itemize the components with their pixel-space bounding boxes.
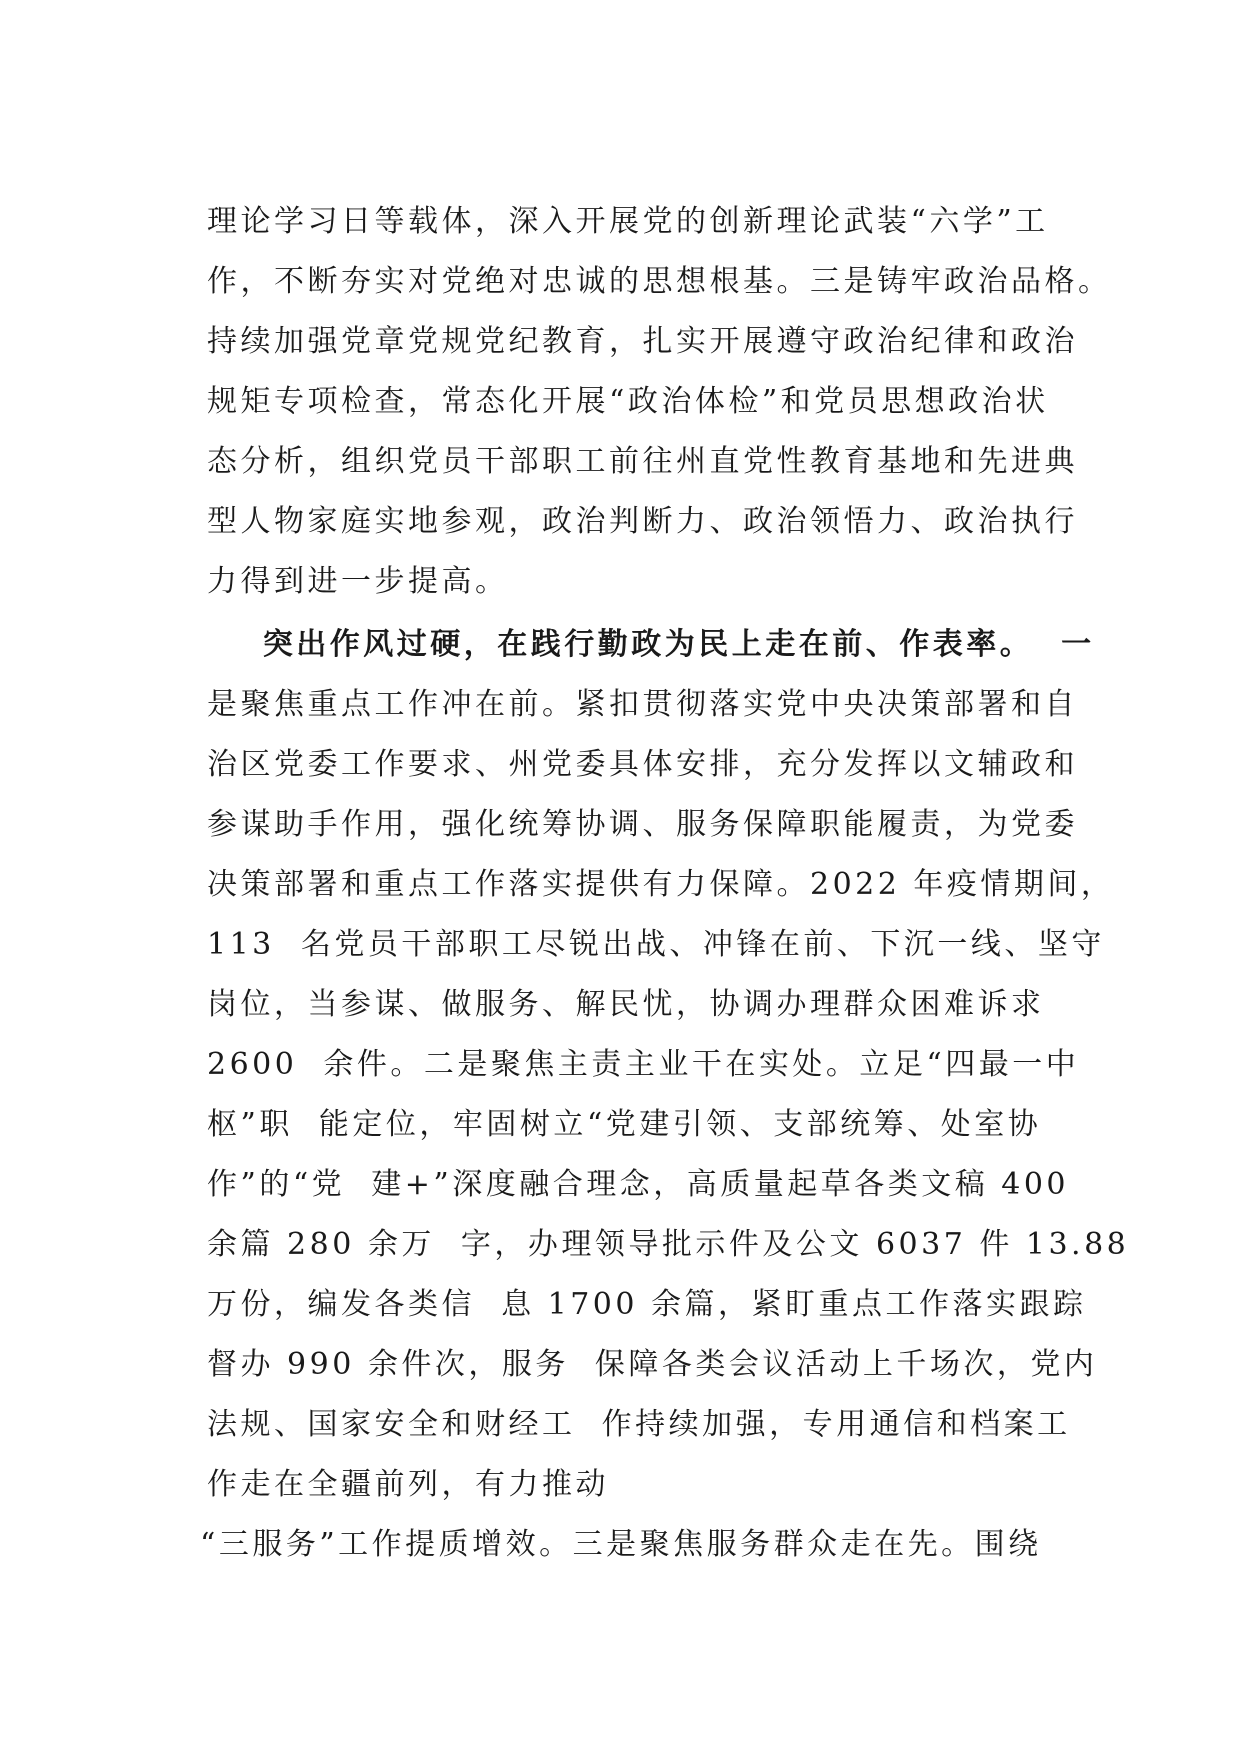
text-line: 参谋助手作用，强化统筹协调、服务保障职能履责，为党委	[207, 807, 1078, 842]
text-line: 2600 余件。二是聚焦主责主业干在实处。立足“四最一中	[207, 1047, 1080, 1082]
text-line: 枢”职 能定位，牢固树立“党建引领、支部统筹、处室协	[207, 1107, 1042, 1142]
text-line: 作，不断夯实对党绝对忠诚的思想根基。三是铸牢政治品格。	[207, 264, 1112, 299]
text-line: 督办 990 余件次，服务 保障各类会议活动上千场次，党内	[207, 1347, 1098, 1382]
text-line: 余篇 280 余万 字，办理领导批示件及公文 6037 件 13.88	[207, 1227, 1130, 1262]
text-line: 理论学习日等载体，深入开展党的创新理论武装“六学”工	[207, 204, 1049, 239]
text-line: 持续加强党章党规党纪教育，扎实开展遵守政治纪律和政治	[207, 324, 1078, 359]
text-line: 113 名党员干部职工尽锐出战、冲锋在前、下沉一线、坚守	[207, 927, 1105, 962]
text-line: 决策部署和重点工作落实提供有力保障。2022 年疫情期间，	[207, 867, 1115, 902]
text-line: 法规、国家安全和财经工 作持续加强，专用通信和档案工	[207, 1407, 1071, 1442]
text-line: 力得到进一步提高。	[207, 564, 509, 599]
text-line: 万份，编发各类信 息 1700 余篇，紧盯重点工作落实跟踪	[207, 1287, 1087, 1322]
text-line: 规矩专项检查，常态化开展“政治体检”和党员思想政治状	[207, 384, 1049, 419]
text-line: 岗位，当参谋、做服务、解民忧，协调办理群众困难诉求	[207, 987, 1045, 1022]
text-line: 治区党委工作要求、州党委具体安排，充分发挥以文辅政和	[207, 747, 1078, 782]
section-heading-line: 突出作风过硬，在践行勤政为民上走在前、作表率。 一	[207, 627, 1095, 662]
text-line: 作”的“党 建+”深度融合理念，高质量起草各类文稿 400	[207, 1167, 1070, 1202]
text-line: “三服务”工作提质增效。三是聚焦服务群众走在先。围绕	[200, 1527, 1042, 1562]
text-line: 型人物家庭实地参观，政治判断力、政治领悟力、政治执行	[207, 504, 1078, 539]
text-line: 作走在全疆前列，有力推动	[207, 1467, 609, 1502]
text-line: 态分析，组织党员干部职工前往州直党性教育基地和先进典	[207, 444, 1078, 479]
text-line: 是聚焦重点工作冲在前。紧扣贯彻落实党中央决策部署和自	[207, 687, 1078, 722]
